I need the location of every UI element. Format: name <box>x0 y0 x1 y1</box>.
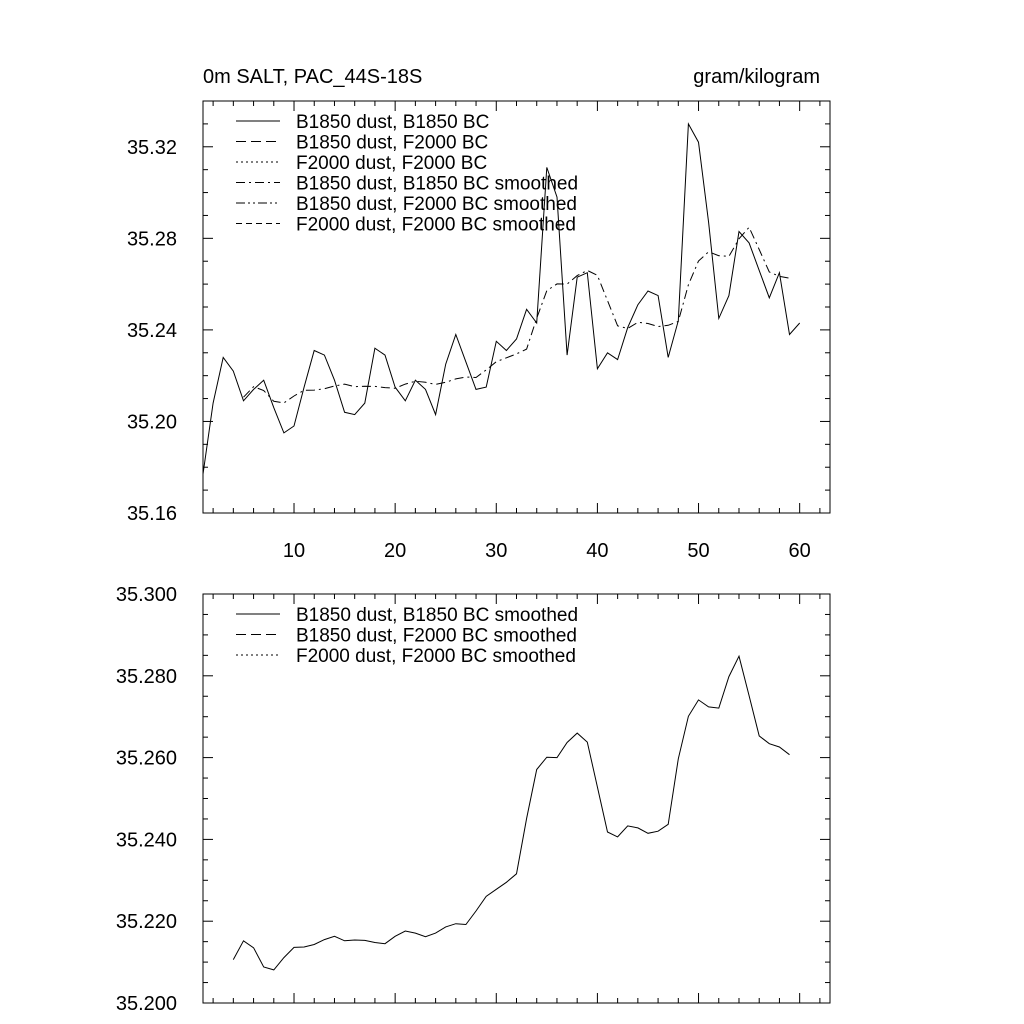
legend-label: F2000 dust, F2000 BC <box>296 153 488 174</box>
x-tick-label: 50 <box>687 540 710 562</box>
legend-label: B1850 dust, F2000 BC smoothed <box>296 194 577 215</box>
legend-label: B1850 dust, F2000 BC smoothed <box>296 625 577 647</box>
x-tick-label: 30 <box>485 540 508 562</box>
chart-units: gram/kilogram <box>693 66 820 88</box>
legend-label: B1850 dust, F2000 BC <box>296 132 489 154</box>
legend-label: B1850 dust, B1850 BC <box>296 112 490 133</box>
legend-label: F2000 dust, F2000 BC smoothed <box>296 214 576 236</box>
x-tick-label: 20 <box>384 540 407 562</box>
chart-title: 0m SALT, PAC_44S-18S <box>203 66 423 88</box>
x-tick-label: 40 <box>586 540 609 562</box>
y-tick-label: 35.280 <box>115 665 177 688</box>
chart-bottom <box>116 584 830 1015</box>
legend-label: B1850 dust, B1850 BC smoothed <box>296 605 579 626</box>
y-tick-label: 35.240 <box>115 829 177 852</box>
legend-label: F2000 dust, F2000 BC smoothed <box>296 646 576 667</box>
y-tick-label: 35.28 <box>126 228 177 251</box>
y-tick-label: 35.300 <box>115 584 177 606</box>
y-tick-label: 35.32 <box>126 136 177 159</box>
y-tick-label: 35.24 <box>126 319 177 342</box>
x-tick-label: 10 <box>282 540 306 562</box>
chart-top <box>127 66 830 562</box>
legend-label: B1850 dust, B1850 BC smoothed <box>296 173 579 195</box>
series-line <box>244 227 790 403</box>
y-tick-label: 35.220 <box>115 911 177 934</box>
y-tick-label: 35.200 <box>115 993 177 1015</box>
series-line <box>233 656 789 970</box>
y-tick-label: 35.260 <box>115 747 177 770</box>
y-tick-label: 35.16 <box>126 503 177 525</box>
x-tick-label: 60 <box>788 540 811 562</box>
y-tick-label: 35.20 <box>126 411 177 434</box>
